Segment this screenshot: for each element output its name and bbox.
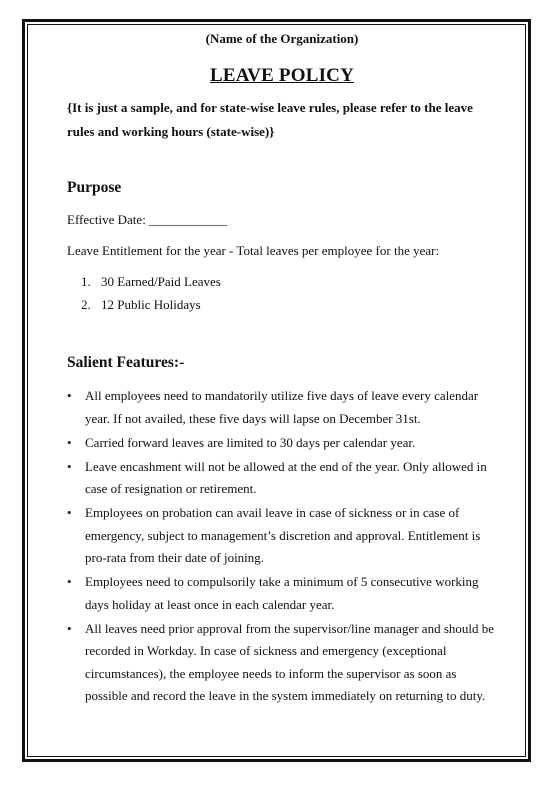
list-item xyxy=(67,571,497,616)
salient-features-heading: Salient Features:- xyxy=(67,354,185,371)
list-item xyxy=(67,502,497,570)
feature-text: Leave encashment will not be allowed at the end of the year. Only allowed in case of resignation or retirement. xyxy=(85,458,487,496)
bullet-icon: • xyxy=(67,620,72,636)
list-number: 1. xyxy=(81,274,91,289)
feature-text: Carried forward leaves are limited to 30 days per calendar year. xyxy=(85,434,416,450)
purpose-heading: Purpose xyxy=(67,179,122,196)
bullet-icon: • xyxy=(67,458,72,474)
effective-date: Effective Date: ____________ xyxy=(67,212,228,227)
bullet-icon: • xyxy=(67,388,72,403)
bullet-icon: • xyxy=(67,505,72,520)
list-item xyxy=(67,385,497,430)
list-item xyxy=(81,296,497,314)
list-number: 2. xyxy=(81,297,91,312)
feature-text: All employees need to mandatorily utilize five days of leave every calendar year. If not availed, these five days will lapse on December 31st. xyxy=(85,388,479,426)
feature-text: Employees on probation can avail leave in case of sickness or in case of emergency, subject to management’s discretion and approval. Entitlement is pro-rata from their date of joining. xyxy=(85,505,481,565)
organization-name: (Name of the Organization) xyxy=(205,31,359,46)
bullet-icon: • xyxy=(67,574,72,589)
list-item-text: 12 Public Holidays xyxy=(101,297,201,312)
leave-entitlement-text: Leave Entitlement for the year - Total leaves per employee for the year: xyxy=(67,243,440,258)
list-item-text: 30 Earned/Paid Leaves xyxy=(101,274,221,289)
entitlement-list xyxy=(67,273,497,314)
list-item xyxy=(67,432,497,455)
list-item xyxy=(67,456,497,501)
feature-text: All leaves need prior approval from the supervisor/line manager and should be recorded in Workday. In case of sickness and emergency (exceptional circumstances), the employee needs to inform the supervisor as soon as possible and record the leave in the system immediately on returning to duty. xyxy=(85,620,495,703)
document-body xyxy=(67,30,497,709)
sample-note: {It is just a sample, and for state-wise leave rules, please refer to the leave rules and working hours (state-wise)} xyxy=(67,100,473,139)
list-item xyxy=(81,273,497,291)
feature-text: Employees need to compulsorily take a minimum of 5 consecutive working days holiday at least once in each calendar year. xyxy=(85,574,479,612)
bullet-icon: • xyxy=(67,434,72,450)
list-item xyxy=(67,618,497,708)
salient-features-list xyxy=(67,385,497,708)
page-title: LEAVE POLICY xyxy=(209,65,355,86)
